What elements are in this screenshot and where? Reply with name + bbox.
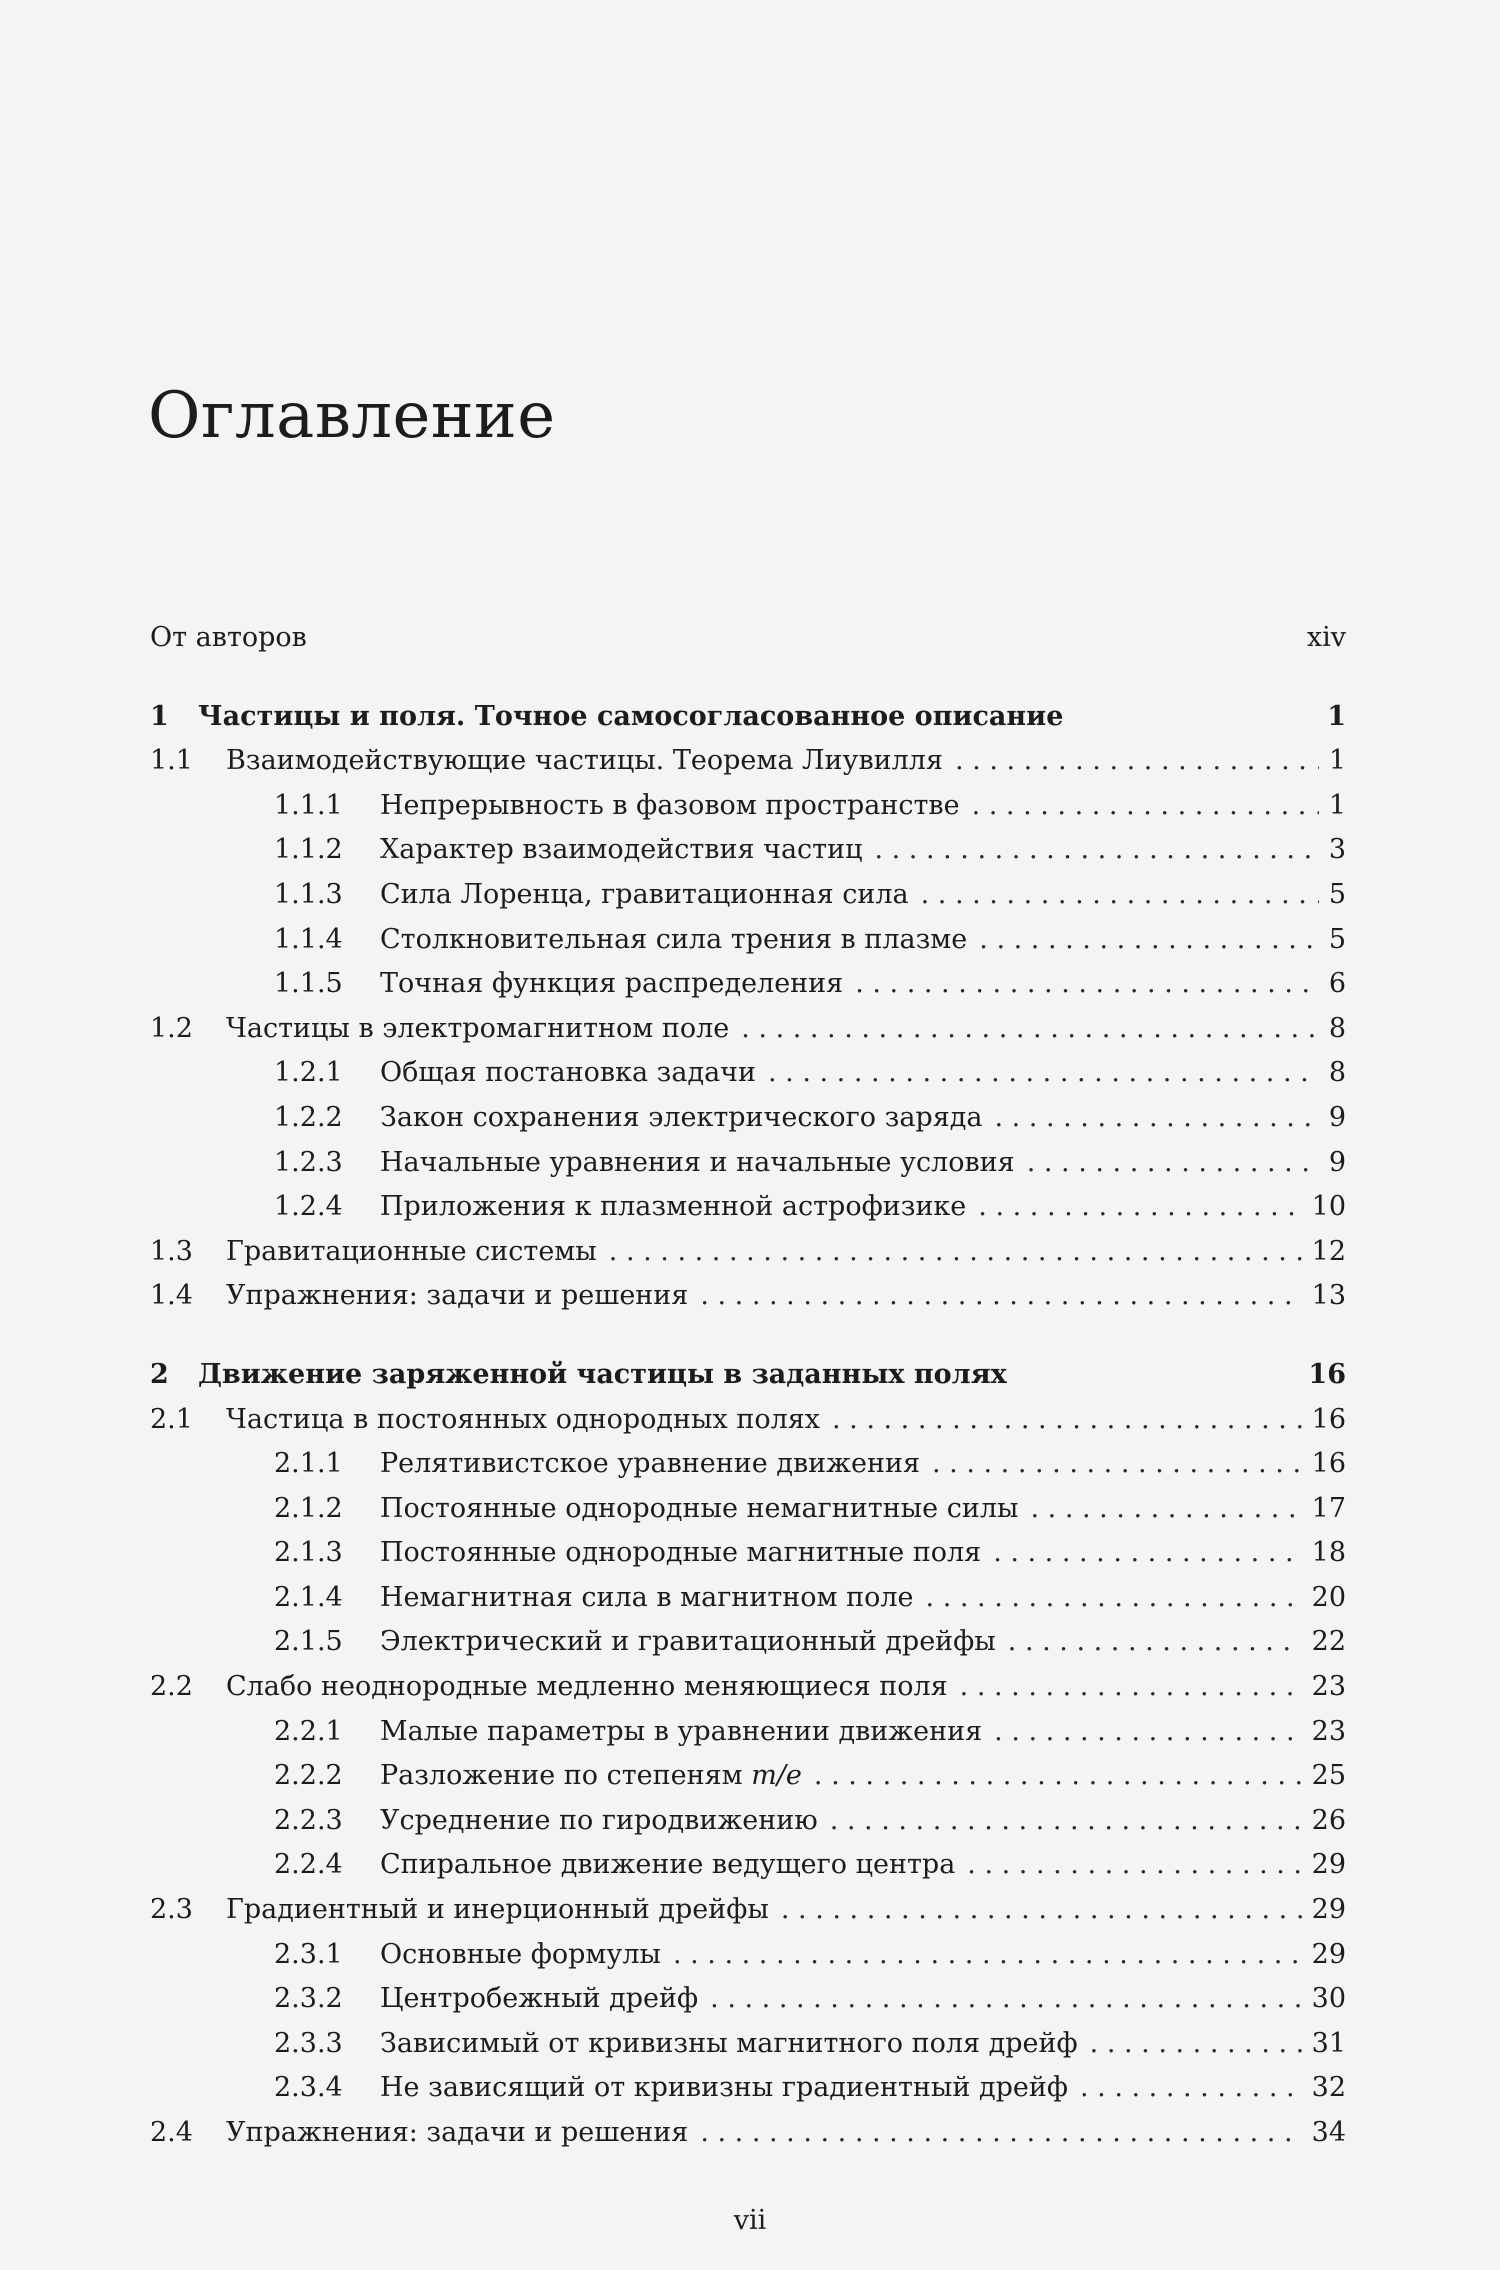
toc-entry-1-3[interactable] xyxy=(150,1230,1346,1275)
toc-title: Частицы и поля. Точное самосогласованное описание xyxy=(198,700,1064,732)
toc-number: 2.2.2 xyxy=(274,1760,343,1792)
toc-page-number: 5 xyxy=(1319,918,1346,963)
toc-page-number: 18 xyxy=(1302,1531,1346,1576)
toc-entry-1-1-3[interactable] xyxy=(150,873,1346,918)
dot-leader xyxy=(1015,1141,1346,1186)
toc-page-number: 26 xyxy=(1302,1799,1346,1844)
toc-number: 1.1.4 xyxy=(274,923,343,955)
toc-entry-2-3-1[interactable] xyxy=(150,1933,1346,1978)
dot-leader xyxy=(914,1576,1346,1621)
toc-entry-1-2-1[interactable] xyxy=(150,1051,1346,1096)
toc-entry-2-1[interactable] xyxy=(150,1398,1346,1443)
toc-entry-2[interactable] xyxy=(150,1353,1346,1398)
page-number: vii xyxy=(733,2205,767,2236)
toc-entry-1-1-4[interactable] xyxy=(150,918,1346,963)
toc-entry-front[interactable] xyxy=(150,616,1346,661)
toc-number: 2.1.4 xyxy=(274,1581,343,1613)
toc-page-number: 6 xyxy=(1319,962,1346,1007)
toc-entry-2-1-1[interactable] xyxy=(150,1442,1346,1487)
dot-leader xyxy=(948,1665,1346,1710)
toc-page-number: 20 xyxy=(1302,1576,1346,1621)
toc-title: Общая постановка задачи xyxy=(380,1057,757,1089)
dot-leader xyxy=(967,918,1346,963)
toc-title: Основные формулы xyxy=(380,1938,661,1970)
toc-title: Непрерывность в фазовом пространстве xyxy=(380,789,960,821)
toc-page-number: 23 xyxy=(1302,1665,1346,1710)
toc-page-number: 22 xyxy=(1302,1620,1346,1665)
toc-page-number: 9 xyxy=(1319,1096,1346,1141)
toc-title: Постоянные однородные немагнитные силы xyxy=(380,1492,1019,1524)
toc-title: Упражнения: задачи и решения xyxy=(226,2117,689,2148)
toc-page-number: 16 xyxy=(1302,1398,1346,1443)
toc-entry-2-2-3[interactable] xyxy=(150,1799,1346,1844)
toc-page-number: 9 xyxy=(1319,1141,1346,1186)
toc-entry-1-2-3[interactable] xyxy=(150,1141,1346,1186)
toc-number: 2.3 xyxy=(150,1894,193,1926)
toc-number: 2.1.1 xyxy=(274,1448,343,1480)
toc-number: 2.3.2 xyxy=(274,1983,343,2015)
toc-number: 2.4 xyxy=(150,2117,193,2148)
toc-title: Постоянные однородные магнитные поля xyxy=(380,1537,982,1569)
page-title: Оглавление xyxy=(148,379,556,453)
toc-number: 2.3.3 xyxy=(274,2027,343,2059)
dot-leader xyxy=(688,1274,1346,1319)
toc-page-number: 17 xyxy=(1302,1487,1346,1532)
table-of-contents xyxy=(150,616,1346,2156)
dot-leader xyxy=(982,1710,1346,1755)
toc-page-number: 10 xyxy=(1302,1185,1346,1230)
toc-title: Немагнитная сила в магнитном поле xyxy=(380,1581,914,1613)
dot-leader xyxy=(843,962,1346,1007)
toc-page-number: 25 xyxy=(1302,1754,1346,1799)
toc-entry-1-1-5[interactable] xyxy=(150,962,1346,1007)
toc-entry-2-3-4[interactable] xyxy=(150,2066,1346,2111)
dot-leader xyxy=(966,1185,1346,1230)
dot-leader xyxy=(820,1398,1346,1443)
toc-number: 2.1.5 xyxy=(274,1626,343,1658)
toc-title: Усреднение по гиродвижению xyxy=(380,1804,818,1836)
toc-number: 2.2.4 xyxy=(274,1849,343,1881)
toc-number: 2.2.1 xyxy=(274,1715,343,1747)
toc-number: 1.1.1 xyxy=(274,789,343,821)
toc-number: 1.1.5 xyxy=(274,968,343,1000)
toc-entry-1-2[interactable] xyxy=(150,1007,1346,1052)
toc-page-number: 5 xyxy=(1319,873,1346,918)
toc-number: 1.2 xyxy=(150,1012,193,1044)
toc-entry-1-1[interactable] xyxy=(150,739,1346,784)
toc-number: 1.1 xyxy=(150,745,193,777)
toc-title: Характер взаимодействия частиц xyxy=(380,834,863,866)
toc-entry-1[interactable] xyxy=(150,695,1346,740)
toc-entry-2-3-3[interactable] xyxy=(150,2022,1346,2067)
dot-leader xyxy=(597,1230,1346,1275)
dot-leader xyxy=(688,2111,1346,2156)
toc-title: Закон сохранения электрического заряда xyxy=(380,1101,983,1133)
toc-entry-2-2[interactable] xyxy=(150,1665,1346,1710)
toc-page-number: xiv xyxy=(1297,616,1346,661)
toc-entry-1-1-2[interactable] xyxy=(150,828,1346,873)
toc-title: Градиентный и инерционный дрейфы xyxy=(226,1894,769,1926)
toc-number: 1.4 xyxy=(150,1280,193,1312)
toc-title: Релятивистское уравнение движения xyxy=(380,1448,920,1480)
toc-number: 1.3 xyxy=(150,1235,193,1267)
toc-entry-2-3[interactable] xyxy=(150,1888,1346,1933)
toc-entry-2-3-2[interactable] xyxy=(150,1977,1346,2022)
toc-title: Начальные уравнения и начальные условия xyxy=(380,1146,1015,1178)
toc-entry-2-1-4[interactable] xyxy=(150,1576,1346,1621)
toc-page-number: 29 xyxy=(1302,1843,1346,1888)
toc-entry-1-2-4[interactable] xyxy=(150,1185,1346,1230)
toc-number: 1 xyxy=(150,700,169,732)
toc-page-number: 32 xyxy=(1302,2066,1346,2111)
toc-number: 1.1.2 xyxy=(274,834,343,866)
dot-leader xyxy=(909,873,1346,918)
dot-leader xyxy=(818,1799,1346,1844)
toc-number: 2.2.3 xyxy=(274,1804,343,1836)
toc-page-number: 29 xyxy=(1302,1933,1346,1978)
toc-title: Электрический и гравитационный дрейфы xyxy=(380,1626,996,1658)
toc-number: 2.1.2 xyxy=(274,1492,343,1524)
toc-entry-1-1-1[interactable] xyxy=(150,784,1346,829)
toc-title: Точная функция распределения xyxy=(380,968,844,1000)
dot-leader xyxy=(996,1620,1346,1665)
toc-page-number: 3 xyxy=(1319,828,1346,873)
dot-leader xyxy=(960,784,1346,829)
toc-title: Взаимодействующие частицы. Теорема Лиувилля xyxy=(226,745,943,777)
toc-page-number: 8 xyxy=(1319,1007,1346,1052)
toc-title: Не зависящий от кривизны градиентный дрейф xyxy=(380,2072,1069,2104)
toc-page-number: 30 xyxy=(1302,1977,1346,2022)
toc-title: Зависимый от кривизны магнитного поля дрейф xyxy=(380,2027,1078,2059)
toc-page-number: 8 xyxy=(1319,1051,1346,1096)
toc-page-number: 1 xyxy=(1319,739,1346,784)
toc-entry-1-4[interactable] xyxy=(150,1274,1346,1319)
toc-number: 1.1.3 xyxy=(274,878,343,910)
toc-title: От авторов xyxy=(150,622,307,653)
dot-leader xyxy=(729,1007,1346,1052)
dot-leader xyxy=(955,1843,1346,1888)
toc-title: Частицы в электромагнитном поле xyxy=(226,1012,730,1044)
dot-leader xyxy=(698,1977,1346,2022)
toc-entry-2-1-3[interactable] xyxy=(150,1531,1346,1576)
toc-entry-2-4[interactable] xyxy=(150,2111,1346,2156)
toc-page-number: 16 xyxy=(1298,1353,1346,1398)
dot-leader xyxy=(756,1051,1346,1096)
toc-page-number: 31 xyxy=(1302,2022,1346,2067)
toc-number: 2 xyxy=(150,1358,169,1390)
toc-page-number: 1 xyxy=(1319,784,1346,829)
toc-page-number: 1 xyxy=(1317,695,1346,740)
toc-title: Частица в постоянных однородных полях xyxy=(226,1403,820,1435)
toc-title: Гравитационные системы xyxy=(226,1235,597,1267)
toc-number: 1.2.4 xyxy=(274,1191,343,1223)
toc-title: Спиральное движение ведущего центра xyxy=(380,1849,956,1881)
toc-number: 2.1.3 xyxy=(274,1537,343,1569)
dot-leader xyxy=(769,1888,1346,1933)
toc-entry-1-2-2[interactable] xyxy=(150,1096,1346,1141)
toc-entry-2-1-5[interactable] xyxy=(150,1620,1346,1665)
dot-leader xyxy=(661,1933,1346,1978)
toc-number: 2.3.1 xyxy=(274,1938,343,1970)
dot-leader xyxy=(862,828,1346,873)
dot-leader xyxy=(981,1531,1346,1576)
toc-title: Приложения к плазменной астрофизике xyxy=(380,1191,967,1223)
toc-page-number: 16 xyxy=(1302,1442,1346,1487)
toc-entry-2-1-2[interactable] xyxy=(150,1487,1346,1532)
toc-page-number: 29 xyxy=(1302,1888,1346,1933)
dot-leader xyxy=(943,739,1346,784)
toc-number: 2.3.4 xyxy=(274,2072,343,2104)
dot-leader xyxy=(982,1096,1346,1141)
toc-number: 2.2 xyxy=(150,1671,193,1703)
toc-title: Центробежный дрейф xyxy=(380,1983,699,2015)
dot-leader xyxy=(920,1442,1346,1487)
toc-title: Упражнения: задачи и решения xyxy=(226,1280,689,1312)
dot-leader xyxy=(1018,1487,1346,1532)
toc-title: Движение заряженной частицы в заданных полях xyxy=(198,1358,1007,1390)
toc-number: 1.2.3 xyxy=(274,1146,343,1178)
toc-number: 2.1 xyxy=(150,1403,193,1435)
toc-entry-2-2-4[interactable] xyxy=(150,1843,1346,1888)
toc-page-number: 12 xyxy=(1302,1230,1346,1275)
toc-entry-2-2-1[interactable] xyxy=(150,1710,1346,1755)
toc-page-number: 23 xyxy=(1302,1710,1346,1755)
toc-number: 1.2.2 xyxy=(274,1101,343,1133)
toc-number: 1.2.1 xyxy=(274,1057,343,1089)
toc-title: Слабо неоднородные медленно меняющиеся поля xyxy=(226,1671,948,1703)
toc-title: Разложение по степеням m/e xyxy=(380,1760,802,1792)
toc-title: Столкновительная сила трения в плазме xyxy=(380,923,968,955)
toc-title: Малые параметры в уравнении движения xyxy=(380,1715,983,1747)
toc-entry-2-2-2[interactable] xyxy=(150,1754,1346,1799)
dot-leader xyxy=(802,1754,1346,1799)
toc-page-number: 13 xyxy=(1302,1274,1346,1319)
toc-page-number: 34 xyxy=(1302,2111,1346,2156)
toc-title: Сила Лоренца, гравитационная сила xyxy=(380,878,909,910)
